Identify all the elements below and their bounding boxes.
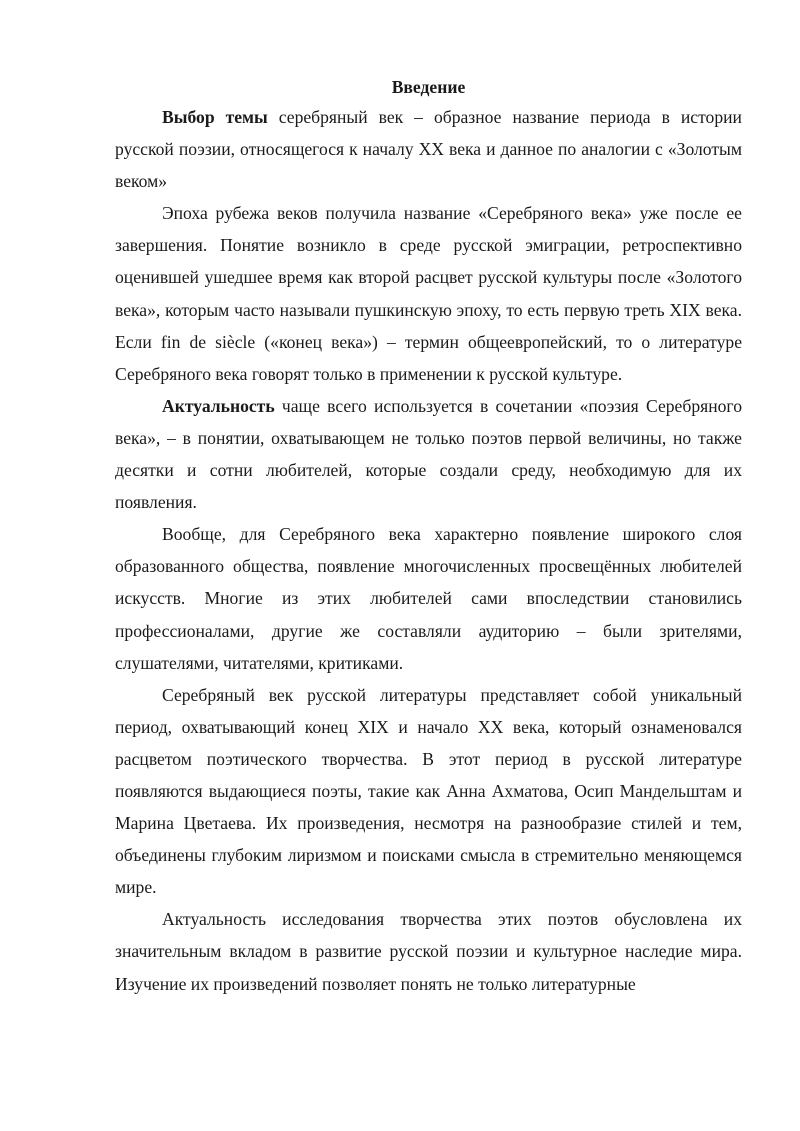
paragraph-relevance [115,390,742,518]
paragraph-text: чаще всего используется в сочетании «поэзия Серебряного века», – в понятии, охватывающем не только поэтов первой величины, но также десятки и сотни любителей, которые создали среду, необходимую для их появления. [115,395,742,513]
paragraph-text: Вообще, для Серебряного века характерно появление широкого слоя образованного общества, появление многочисленных просвещённых любителей искусств. Многие из этих любителей сами впоследствии становились профессионалами, другие же составляли аудиторию – были зрителями, слушателями, читателями, критиками. [115,524,742,673]
document-body [115,73,742,1000]
paragraph-text: серебряный век – образное название периода в истории русской поэзии, относящегося к началу XX века и данное по аналогии с «Золотым веком» [115,107,742,192]
paragraph-text: Серебряный век русской литературы представляет собой уникальный период, охватывающий конец XIX и начало XX века, который ознаменовался расцветом поэтического творчества. В этот период в русской литературе появляются выдающиеся поэты, такие как Анна Ахматова, Осип Мандельштам и Марина Цветаева. Их произведения, несмотря на разнообразие стилей и тем, объединены глубоким лиризмом и поисками смысла в стремительно меняющемся мире. [115,684,742,898]
paragraph-research [115,903,742,999]
paragraph-lead: Выбор темы [162,107,268,127]
paragraph-society [115,518,742,678]
paragraph-topic-choice [115,101,742,197]
paragraph-text: Эпоха рубежа веков получила название «Серебряного века» уже после ее завершения. Понятие возникло в среде русской эмиграции, ретроспективно оценившей ушедшее время как второй расцвет русской культуры после «Золотого века», которым часто называли пушкинскую эпоху, то есть первую треть XIX века. Если fin de siècle («конец века») – термин общеевропейский, то о литературе Серебряного века говорят только в применении к русской культуре. [115,203,742,384]
page-title: Введение [391,77,466,97]
paragraph-silver-age [115,679,742,904]
paragraph-lead: Актуальность [162,395,275,416]
paragraph-era [115,197,742,390]
paragraph-text: Актуальность исследования творчества этих поэтов обусловлена их значительным вкладом в развитие русской поэзии и культурное наследие мира. Изучение их произведений позволяет понять не только литературные [115,909,742,994]
